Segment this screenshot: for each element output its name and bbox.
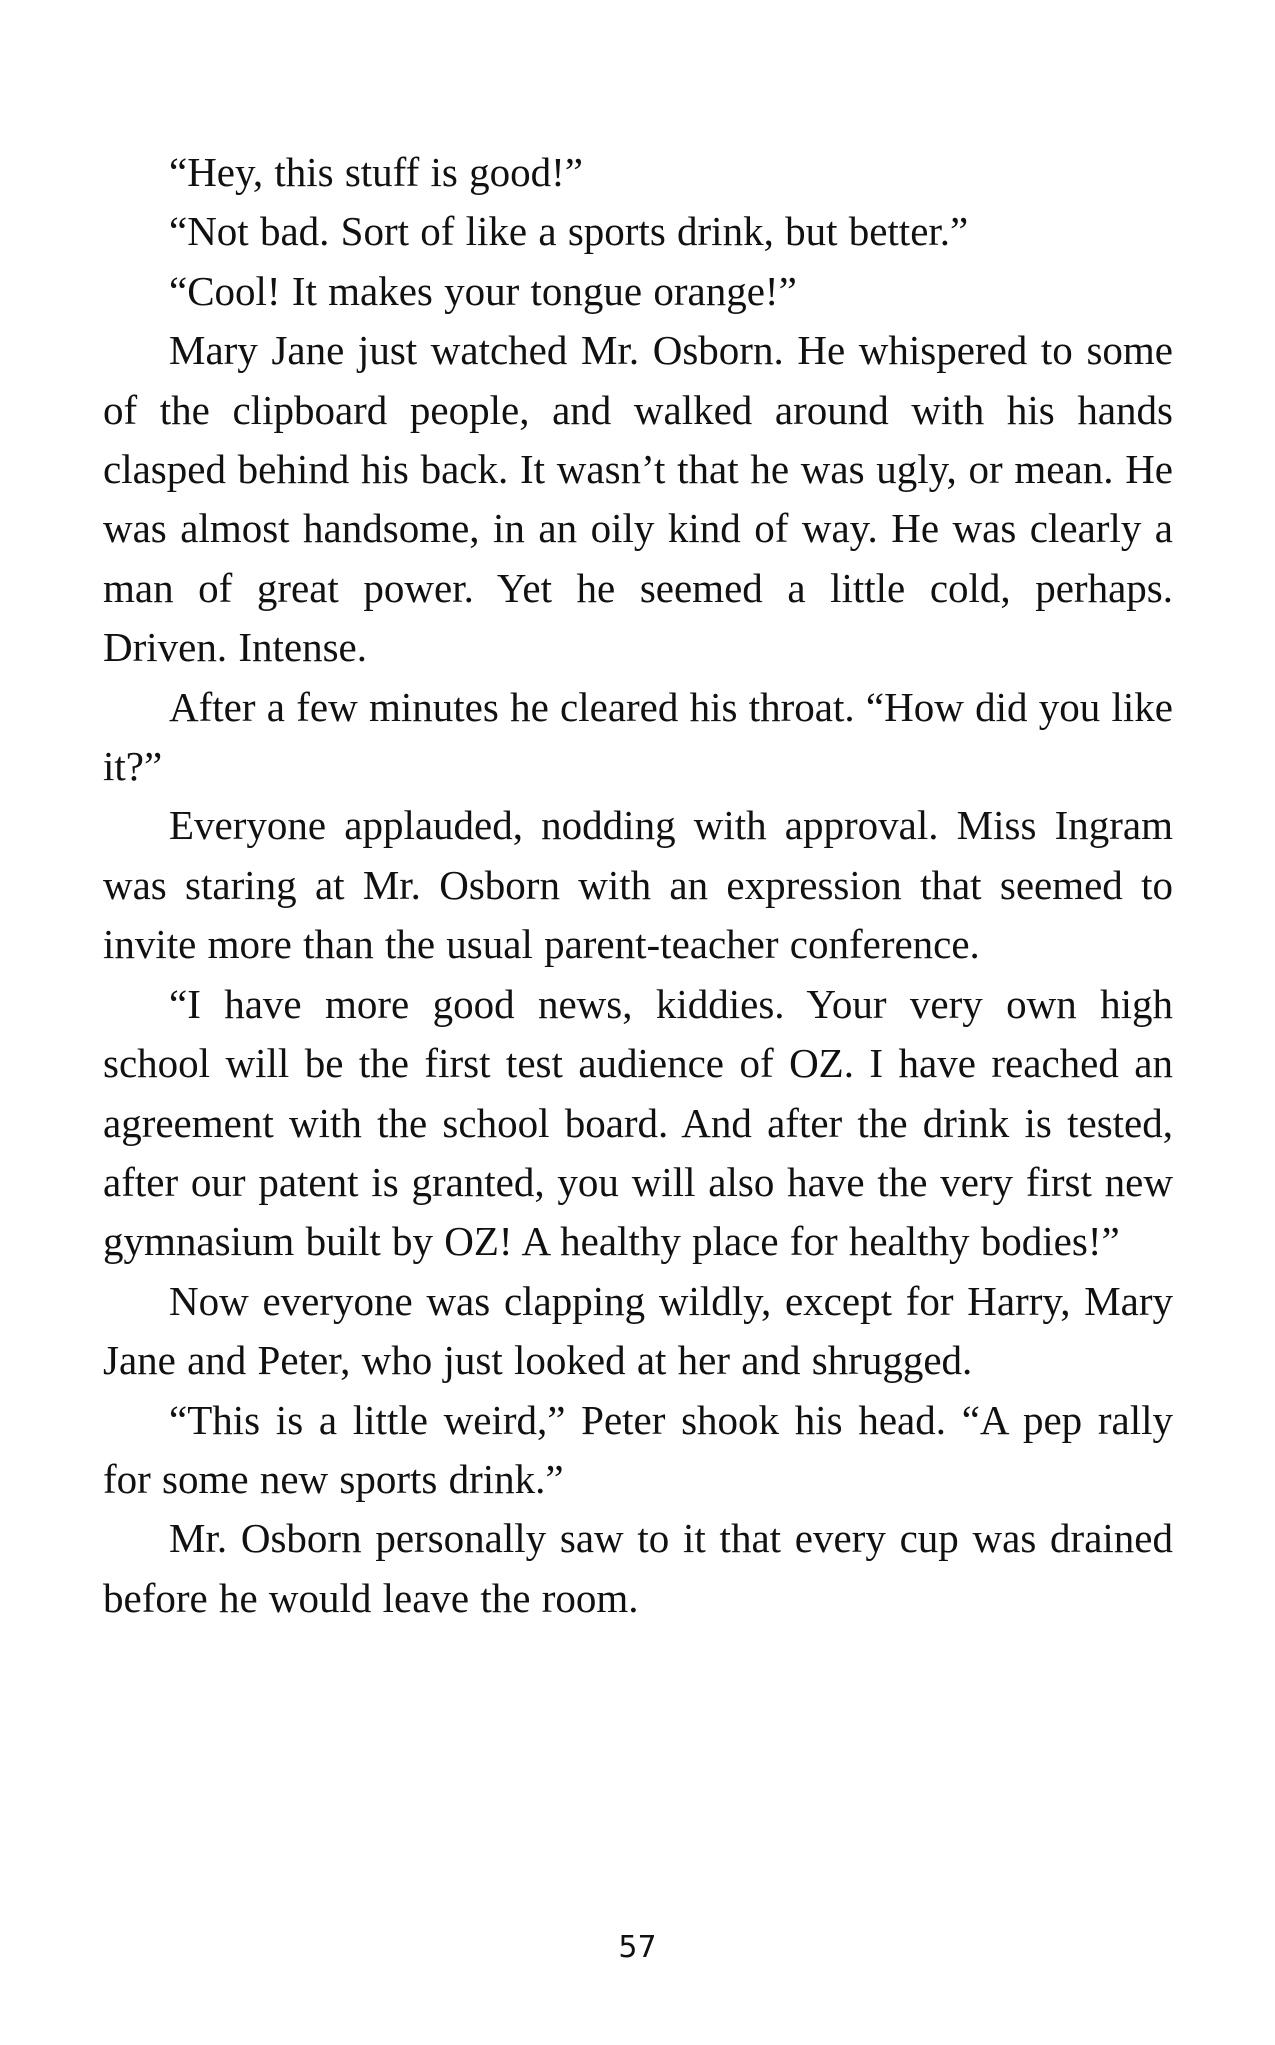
paragraph: “Not bad. Sort of like a sports drink, but better.” — [169, 208, 969, 255]
page-number: 57 — [618, 1930, 657, 1965]
paragraph: “I have more good news, kiddies. Your very own high school will be the first test audience of OZ. I have reached an agreement with the school board. And after the drink is tested, after our patent is granted, you will also have the very first new gymnasium built by OZ! A healthy place for healthy bodies!” — [103, 980, 1173, 1265]
body-text — [103, 143, 1173, 1628]
paragraph: After a few minutes he cleared his throat. “How did you like it?” — [103, 683, 1173, 790]
paragraph: Now everyone was clapping wildly, except for Harry, Mary Jane and Peter, who just looked at her and shrugged. — [103, 1277, 1173, 1384]
paragraph: “Hey, this stuff is good!” — [169, 149, 583, 195]
paragraph: Mr. Osborn personally saw to it that every cup was drained before he would leave the room. — [103, 1515, 1173, 1621]
paragraph: Everyone applauded, nodding with approval. Miss Ingram was staring at Mr. Osborn with an expression that seemed to invite more than the usual parent-teacher conference. — [103, 802, 1173, 968]
paragraph: “This is a little weird,” Peter shook his head. “A pep rally for some new sports drink.” — [103, 1396, 1173, 1502]
paragraph: “Cool! It makes your tongue orange!” — [169, 267, 797, 314]
paragraph: Mary Jane just watched Mr. Osborn. He whispered to some of the clipboard people, and walked around with his hands clasped behind his back. It wasn’t that he was ugly, or mean. He was almost handsome, in an oily kind of way. He was clearly a man of great power. Yet he seemed a little cold, perhaps. Driven. Intense. — [103, 327, 1173, 671]
